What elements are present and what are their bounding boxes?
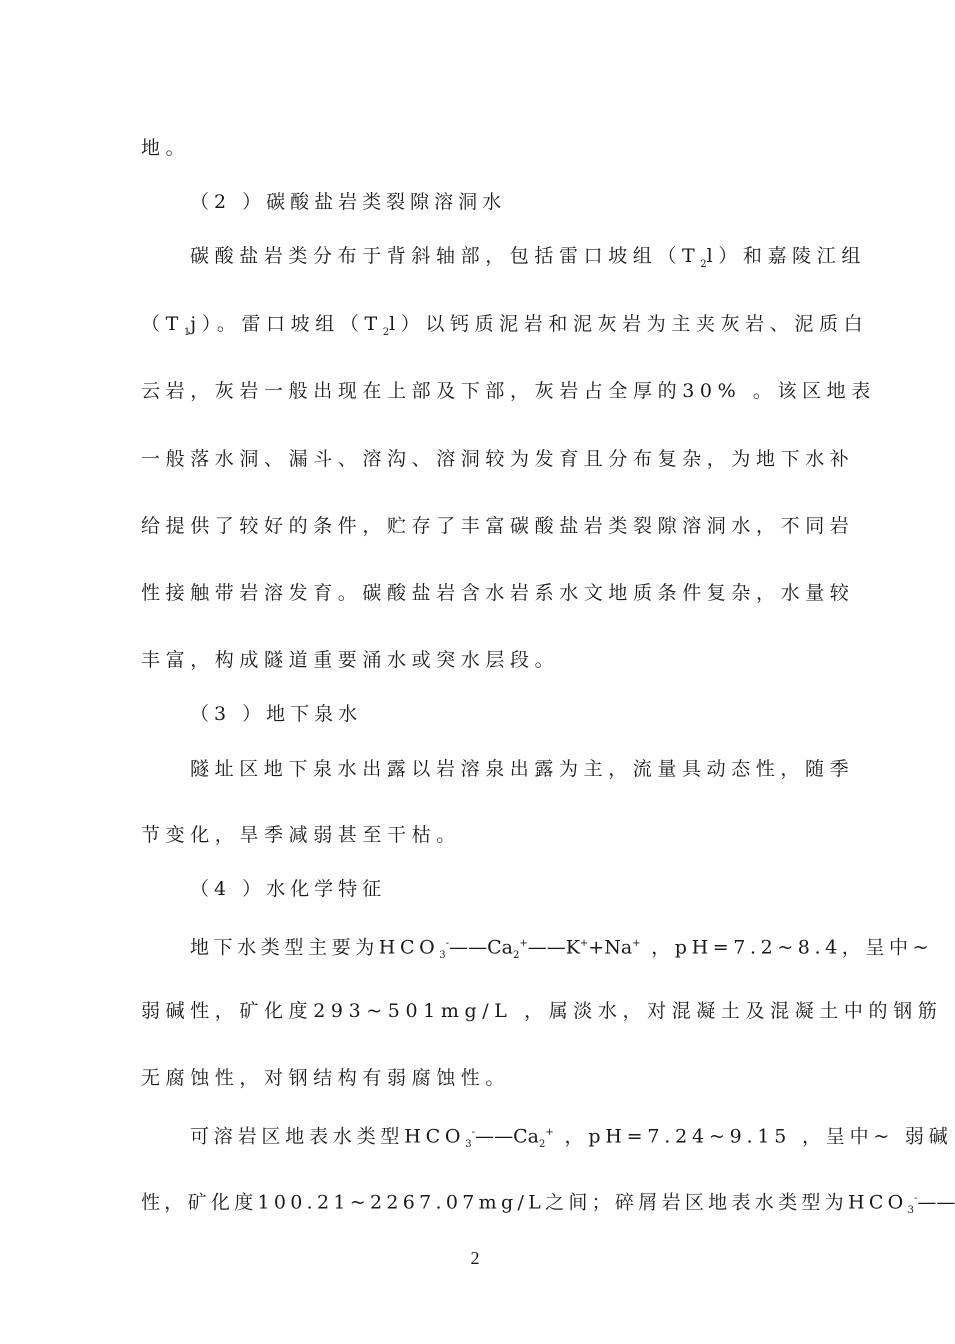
text-run: 碳酸盐岩类分布于背斜轴部，包括雷口坡组（T <box>190 245 701 267</box>
superscript: + <box>519 938 528 949</box>
paragraph-line <box>141 446 854 472</box>
paragraph-line <box>141 311 868 346</box>
section-heading-2 <box>190 189 506 215</box>
heading-text: （2 ）碳酸盐岩类裂隙溶洞水 <box>190 191 507 213</box>
text-run: 性接触带岩溶发育。碳酸盐岩含水岩系水文地质条件复杂，水量较 <box>141 582 855 604</box>
section-heading-3 <box>190 701 362 727</box>
text-run: （T <box>141 313 184 335</box>
paragraph-line <box>190 931 933 969</box>
subscript: 2 <box>700 258 707 270</box>
text-run: 弱碱性，矿化度293~501mg/L ，属淡水，对混凝土及混凝土中的钢筋 <box>141 1000 943 1022</box>
paragraph-line <box>141 135 190 161</box>
superscript: + <box>545 1127 554 1138</box>
text-run: —— <box>917 1191 955 1214</box>
paragraph-line <box>141 647 559 673</box>
paragraph-line <box>141 998 942 1024</box>
subscript: 2 <box>538 1139 546 1151</box>
subscript: 3 <box>465 1139 472 1151</box>
text-run: +Na <box>588 936 633 959</box>
superscript: - <box>445 938 450 949</box>
superscript: + <box>579 938 589 949</box>
text-run: 性，矿化度100.21~2267.07mg/L之间；碎屑岩区地表水类型为HCO <box>141 1191 908 1214</box>
text-run: 给提供了较好的条件，贮存了丰富碳酸盐岩类裂隙溶洞水，不同岩 <box>141 515 855 537</box>
paragraph-line <box>190 243 866 278</box>
paragraph-line <box>190 756 854 782</box>
heading-text: （3 ）地下泉水 <box>190 703 363 725</box>
superscript: - <box>913 1193 918 1204</box>
text-run: ，pH=7.2~8.4，呈中~ <box>640 936 934 959</box>
text-run: 无腐蚀性，对钢结构有弱腐蚀性。 <box>141 1067 511 1089</box>
subscript: 2 <box>382 326 390 338</box>
text-run: 地下水类型主要为HCO <box>190 936 440 959</box>
text-run: j）。雷口坡组（T <box>190 313 383 335</box>
text-run: 可溶岩区地表水类型HCO <box>190 1125 466 1148</box>
paragraph-line <box>141 1186 955 1224</box>
section-heading-4 <box>190 876 386 902</box>
text-run: 隧址区地下泉水出露以岩溶泉出露为主，流量具动态性，随季 <box>190 758 855 780</box>
text-run: ——Ca <box>475 1125 539 1148</box>
subscript: 3 <box>907 1205 914 1217</box>
paragraph-line <box>141 1065 510 1091</box>
paragraph-line <box>141 378 876 404</box>
subscript: 3 <box>439 950 446 962</box>
heading-text: （4 ）水化学特征 <box>190 878 387 900</box>
text-run: 地。 <box>141 137 191 159</box>
text-run: 一般落水洞、漏斗、溶沟、溶洞较为发育且分布复杂，为地下水补 <box>141 448 855 470</box>
text-run: l）以钙质泥岩和泥灰岩为主夹灰岩、泥质白 <box>389 313 869 335</box>
paragraph-line <box>141 822 461 848</box>
paragraph-line <box>141 580 854 606</box>
text-run: ——Ca <box>449 936 513 959</box>
superscript: - <box>471 1127 476 1138</box>
page-number: 2 <box>470 1248 480 1268</box>
text-run: 云岩，灰岩一般出现在上部及下部，灰岩占全厚的30% 。该区地表 <box>141 380 876 402</box>
text-run: l）和嘉陵江组 <box>706 245 866 267</box>
paragraph-line <box>190 1120 953 1158</box>
text-run: 丰富，构成隧道重要涌水或突水层段。 <box>141 649 560 671</box>
text-run: ——K <box>527 936 580 959</box>
subscript: 1 <box>183 326 191 338</box>
text-run: 节变化，旱季减弱甚至干枯。 <box>141 824 461 846</box>
text-run: ，pH=7.24~9.15 ，呈中~ 弱碱 <box>553 1125 953 1148</box>
superscript: + <box>632 938 641 949</box>
subscript: 2 <box>512 950 520 962</box>
paragraph-line <box>141 513 854 539</box>
